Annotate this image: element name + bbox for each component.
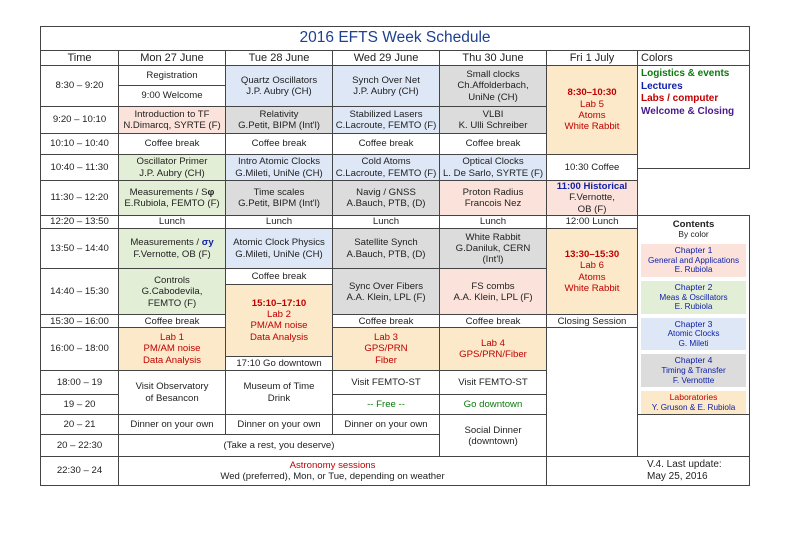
time-slot: 18:00 – 19 (41, 370, 119, 395)
thu-coffee: Coffee break (440, 134, 547, 155)
time-slot: 14:40 – 15:30 (41, 269, 119, 315)
fri-lunch: 12:00 Lunch (547, 215, 638, 228)
thu-visit-femto: Visit FEMTO-ST (440, 370, 547, 395)
time-slot: 11:30 – 12:20 (41, 181, 119, 216)
wed-coffee: Coffee break (333, 134, 440, 155)
legend-labs: Labs / computer (641, 93, 719, 104)
contents-title: Contents (672, 218, 715, 230)
thu-lunch: Lunch (440, 215, 547, 228)
header-mon: Mon 27 June (119, 51, 226, 66)
chapter-3: Chapter 3 Atomic Clocks G. Mileti (641, 318, 746, 351)
time-slot: 10:10 – 10:40 (41, 134, 119, 155)
fri-lab6: 13:30–15:30 Lab 6 Atoms White Rabbit (547, 228, 638, 314)
thu-proton-radius: Proton Radius Francois Nez (440, 181, 547, 216)
legend-welcome: Welcome & Closing (641, 105, 735, 117)
tue-relativity: Relativity G.Petit, BIPM (Int'l) (226, 107, 333, 134)
time-slot: 20 – 21 (41, 415, 119, 435)
tue-lab2: 15:10–17:10 Lab 2 PM/AM noise Data Analysis (226, 284, 333, 356)
mon-measurements-sigma: Measurements / σy F.Vernotte, OB (F) (119, 228, 226, 268)
legend-logistics: Logistics & events (641, 68, 730, 79)
thu-small-clocks: Small clocks Ch.Affolderbach, UniNe (CH) (440, 66, 547, 107)
chapter-labs: Laboratories Y. Gruson & E. Rubiola (641, 391, 746, 414)
wed-free: -- Free -- (333, 395, 440, 415)
fri-historical: 11:00 Historical F.Vernotte, OB (F) (547, 181, 638, 216)
fri-evening-empty (547, 328, 638, 457)
tue-museum: Museum of Time Drink (226, 370, 333, 415)
fri-closing: Closing Session (547, 315, 638, 328)
mon-registration: Registration (119, 66, 226, 86)
header-fri: Fri 1 July (547, 51, 638, 66)
chapter-2: Chapter 2 Meas & Oscillators E. Rubiola (641, 281, 746, 314)
wed-synch-net: Synch Over Net J.P. Aubry (CH) (333, 66, 440, 107)
wed-sync-fibers: Sync Over Fibers A.A. Klein, LPL (F) (333, 269, 440, 315)
thu-coffee-2: Coffee break (440, 315, 547, 328)
tue-dinner: Dinner on your own (226, 415, 333, 435)
mon-coffee-2: Coffee break (119, 315, 226, 328)
wed-cold-atoms: Cold Atoms C.Lacroute, FEMTO (F) (333, 155, 440, 181)
astronomy-sessions: Astronomy sessions Wed (preferred), Mon, or Tue, depending on weather (119, 457, 547, 486)
week-schedule-table (40, 26, 750, 486)
mon-welcome: 9:00 Welcome (119, 86, 226, 107)
version-note: V.4. Last update: May 25, 2016 (547, 457, 750, 486)
header-time: Time (41, 51, 119, 66)
labs-author-spacer (638, 415, 750, 457)
time-slot: 22:30 – 24 (41, 457, 119, 486)
time-slot: 20 – 22:30 (41, 435, 119, 457)
header-wed: Wed 29 June (333, 51, 440, 66)
chapter-1: Chapter 1 General and Applications E. Rubiola (641, 244, 746, 277)
contents-subtitle: By color (678, 229, 709, 240)
header-thu: Thu 30 June (440, 51, 547, 66)
tue-atomic-physics: Atomic Clock Physics G.Mileti, UniNe (CH) (226, 228, 333, 268)
thu-lab4: Lab 4 GPS/PRN/Fiber (440, 328, 547, 370)
mon-intro-tf: Introduction to TF N.Dimarcq, SYRTE (F) (119, 107, 226, 134)
mon-dinner: Dinner on your own (119, 415, 226, 435)
wed-dinner: Dinner on your own (333, 415, 440, 435)
thu-downtown: Go downtown (440, 395, 547, 415)
contents-panel (638, 215, 750, 414)
time-slot: 15:30 – 16:00 (41, 315, 119, 328)
mon-controls: Controls G.Cabodevila, FEMTO (F) (119, 269, 226, 315)
time-slot: 8:30 – 9:20 (41, 66, 119, 107)
fri-coffee: 10:30 Coffee (547, 155, 638, 181)
wed-visit-femto: Visit FEMTO-ST (333, 370, 440, 395)
time-slot: 12:20 – 13:50 (41, 215, 119, 228)
header-colors: Colors (638, 51, 750, 66)
header-tue: Tue 28 June (226, 51, 333, 66)
wed-navig-gnss: Navig / GNSS A.Bauch, PTB, (D) (333, 181, 440, 216)
wed-lab3: Lab 3 GPS/PRN Fiber (333, 328, 440, 370)
wed-coffee-2: Coffee break (333, 315, 440, 328)
mon-measurements-s: Measurements / Sφ E.Rubiola, FEMTO (F) (119, 181, 226, 216)
wed-stab-lasers: Stabilized Lasers C.Lacroute, FEMTO (F) (333, 107, 440, 134)
time-slot: 19 – 20 (41, 395, 119, 415)
mon-lunch: Lunch (119, 215, 226, 228)
chapter-4: Chapter 4 Timing & Transfer F. Vernottte (641, 354, 746, 387)
wed-satellite: Satellite Synch A.Bauch, PTB, (D) (333, 228, 440, 268)
thu-social-dinner: Social Dinner (downtown) (440, 415, 547, 457)
fri-lab5: 8:30–10:30 Lab 5 Atoms White Rabbit (547, 66, 638, 155)
thu-fs-combs: FS combs A.A. Klein, LPL (F) (440, 269, 547, 315)
color-legend (638, 66, 750, 169)
tue-intro-atomic: Intro Atomic Clocks G.Mileti, UniNe (CH) (226, 155, 333, 181)
tue-time-scales: Time scales G.Petit, BIPM (Int'l) (226, 181, 333, 216)
schedule-title: 2016 EFTS Week Schedule (41, 27, 750, 51)
mon-lab1: Lab 1 PM/AM noise Data Analysis (119, 328, 226, 370)
tue-quartz: Quartz Oscillators J.P. Aubry (CH) (226, 66, 333, 107)
time-slot: 16:00 – 18:00 (41, 328, 119, 370)
tue-coffee-2: Coffee break (226, 269, 333, 284)
thu-white-rabbit: White Rabbit G.Daniluk, CERN (Int'l) (440, 228, 547, 268)
legend-lectures: Lectures (641, 80, 683, 92)
time-slot: 9:20 – 10:10 (41, 107, 119, 134)
header-row (41, 51, 750, 66)
thu-optical-clocks: Optical Clocks L. De Sarlo, SYRTE (F) (440, 155, 547, 181)
mon-coffee: Coffee break (119, 134, 226, 155)
time-slot: 13:50 – 14:40 (41, 228, 119, 268)
mon-osc-primer: Oscillator Primer J.P. Aubry (CH) (119, 155, 226, 181)
tue-coffee: Coffee break (226, 134, 333, 155)
tue-downtown: 17:10 Go downtown (226, 356, 333, 370)
tue-lunch: Lunch (226, 215, 333, 228)
mon-observatory: Visit Observatory of Besancon (119, 370, 226, 415)
thu-vlbi: VLBI K. Ulli Schreiber (440, 107, 547, 134)
wed-lunch: Lunch (333, 215, 440, 228)
time-slot: 10:40 – 11:30 (41, 155, 119, 181)
rest-note: (Take a rest, you deserve) (119, 435, 440, 457)
